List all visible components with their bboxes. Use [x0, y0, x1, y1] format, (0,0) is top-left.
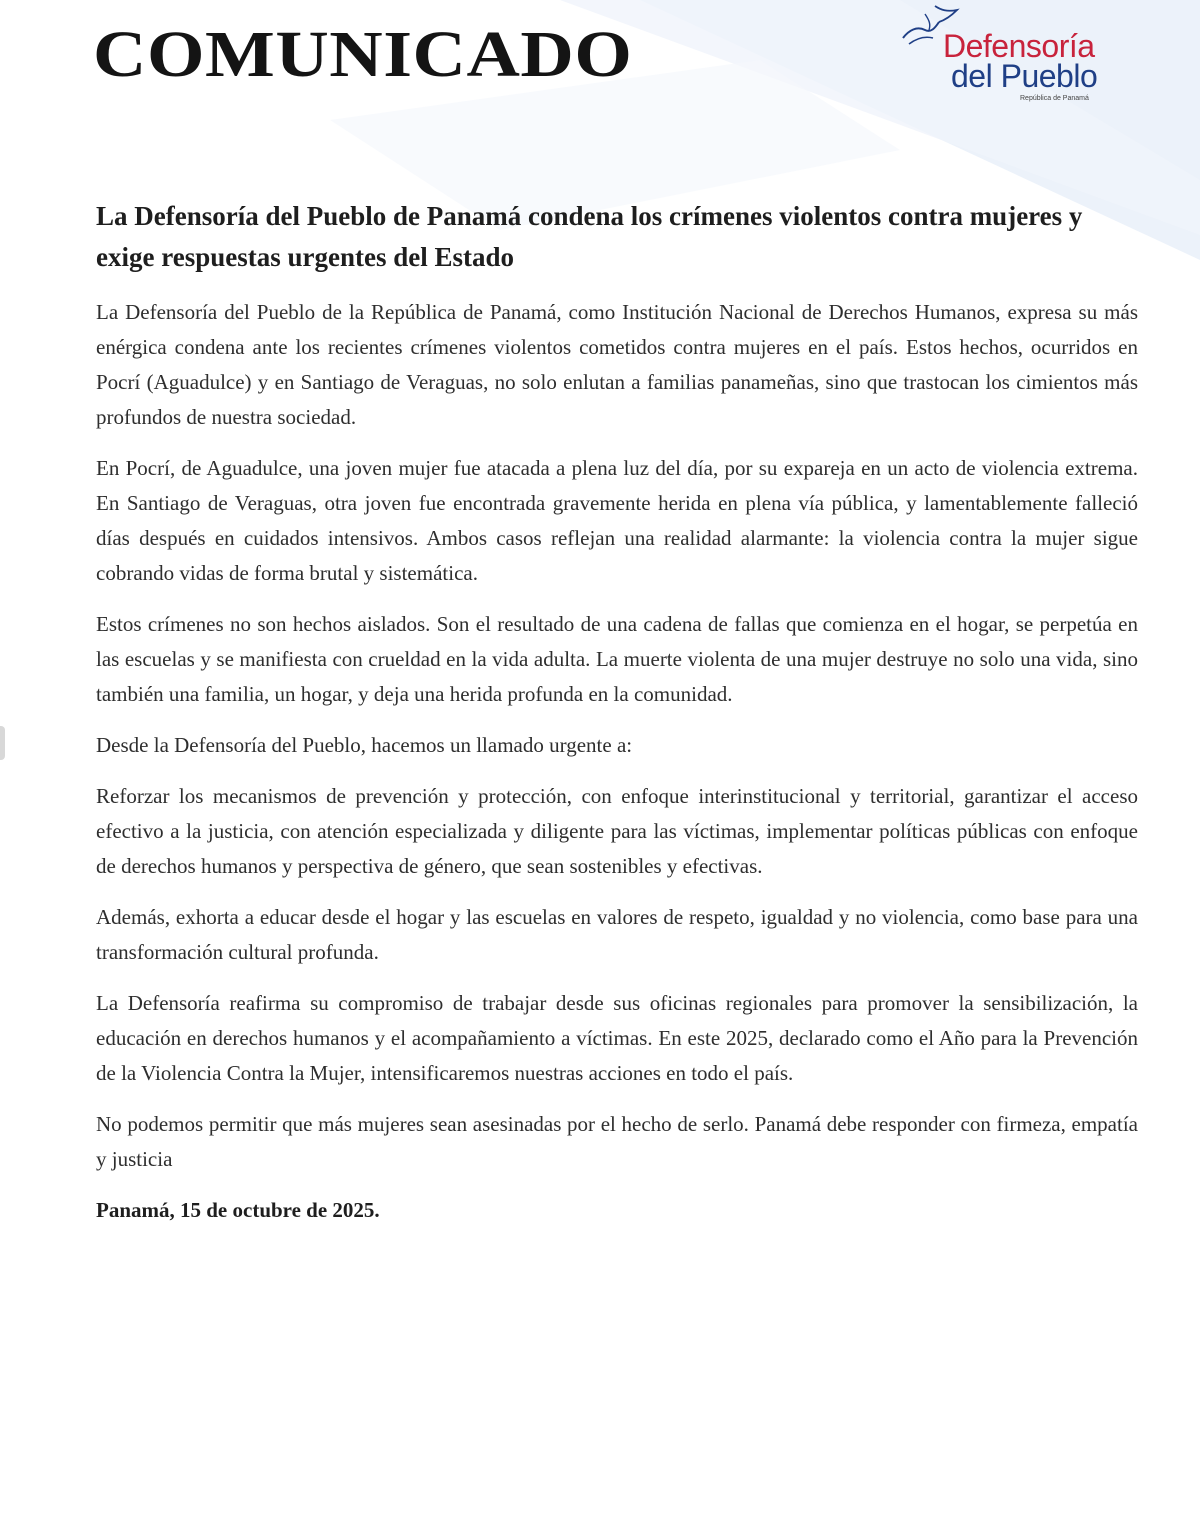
paragraph-education: Además, exhorta a educar desde el hogar y las escuelas en valores de respeto, igualdad y no violencia, como base para una transformación cultural profunda. [96, 905, 1138, 964]
logo-text-del-pueblo: del Pueblo [951, 58, 1098, 94]
paragraph-condemnation: La Defensoría del Pueblo de la República de Panamá, como Institución Nacional de Derechos Humanos, expresa su más enérgica condena ante los recientes crímenes violentos cometidos contra mujeres en el país. Estos hechos, ocurridos en Pocrí (Aguadulce) y en Santiago de Veraguas, no solo enlutan a familias panameñas, sino que trastocan los cimientos más profundos de nuestra sociedad. [96, 300, 1138, 429]
defensoria-logo [895, 0, 1155, 110]
paragraph-not-isolated: Estos crímenes no son hechos aislados. Son el resultado de una cadena de fallas que comienza en el hogar, se perpetúa en las escuelas y se manifiesta con crueldad en la vida adulta. La muerte violenta de una mujer destruye no solo una vida, sino también una familia, un hogar, y deja una herida profunda en la comunidad. [96, 612, 1138, 706]
logo-text-republica: República de Panamá [1020, 95, 1089, 102]
paragraph-closing: No podemos permitir que más mujeres sean asesinadas por el hecho de serlo. Panamá debe responder con firmeza, empatía y justicia [96, 1112, 1138, 1171]
paragraph-call-intro: Desde la Defensoría del Pueblo, hacemos un llamado urgente a: [96, 733, 633, 757]
communique-title: La Defensoría del Pueblo de Panamá condena los crímenes violentos contra mujeres y exige respuestas urgentes del Estado [96, 201, 1083, 272]
communique-heading: COMUNICADO [93, 18, 633, 91]
paragraph-measures: Reforzar los mecanismos de prevención y protección, con enfoque interinstitucional y territorial, garantizar el acceso efectivo a la justicia, con atención especializada y diligente para las víctimas, implementar políticas públicas con enfoque de derechos humanos y perspectiva de género, que sean sostenibles y efectivas. [96, 784, 1138, 878]
paragraph-commitment: La Defensoría reafirma su compromiso de trabajar desde sus oficinas regionales para promover la sensibilización, la educación en derechos humanos y el acompañamiento a víctimas. En este 2025, declarado como el Año para la Prevención de la Violencia Contra la Mujer, intensificaremos nuestras acciones en todo el país. [96, 991, 1138, 1085]
paragraph-cases: En Pocrí, de Aguadulce, una joven mujer fue atacada a plena luz del día, por su expareja en un acto de violencia extrema. En Santiago de Veraguas, otra joven fue encontrada gravemente herida en plena vía pública, y lamentablemente falleció días después en cuidados intensivos. Ambos casos reflejan una realidad alarmante: la violencia contra la mujer sigue cobrando vidas de forma brutal y sistemática. [96, 456, 1138, 585]
communique-body [96, 196, 1138, 1228]
date-line: Panamá, 15 de octubre de 2025. [96, 1198, 380, 1222]
logo-text-defensoria: Defensoría [943, 28, 1095, 64]
page-edge-tab [0, 726, 5, 760]
